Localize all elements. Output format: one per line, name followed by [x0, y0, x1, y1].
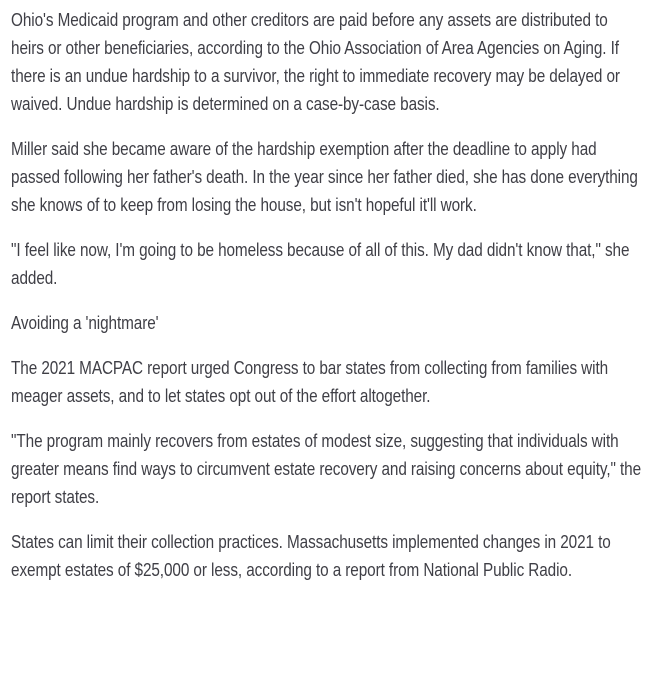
article-paragraph: "I feel like now, I'm going to be homeless because of all of this. My dad didn't know that," she added. [11, 240, 630, 288]
article-body [0, 6, 656, 584]
section-heading: Avoiding a 'nightmare' [11, 313, 159, 333]
article-paragraph: Miller said she became aware of the hardship exemption after the deadline to apply had passed following her father's death. In the year since her father died, she has done everything she knows of to keep from losing the house, but isn't hopeful it'll work. [11, 139, 638, 215]
article-paragraph: States can limit their collection practices. Massachusetts implemented changes in 2021 to exempt estates of $25,000 or less, according to a report from National Public Radio. [11, 532, 611, 580]
article-paragraph: "The program mainly recovers from estates of modest size, suggesting that individuals with greater means find ways to circumvent estate recovery and raising concerns about equity," the report states. [11, 431, 642, 507]
article-paragraph: Ohio's Medicaid program and other creditors are paid before any assets are distributed to heirs or other beneficiaries, according to the Ohio Association of Area Agencies on Aging. If there is an undue hardship to a survivor, the right to immediate recovery may be delayed or waived. Undue hardship is determined on a case-by-case basis. [11, 10, 620, 114]
article-paragraph: The 2021 MACPAC report urged Congress to bar states from collecting from families with meager assets, and to let states opt out of the effort altogether. [11, 358, 609, 406]
